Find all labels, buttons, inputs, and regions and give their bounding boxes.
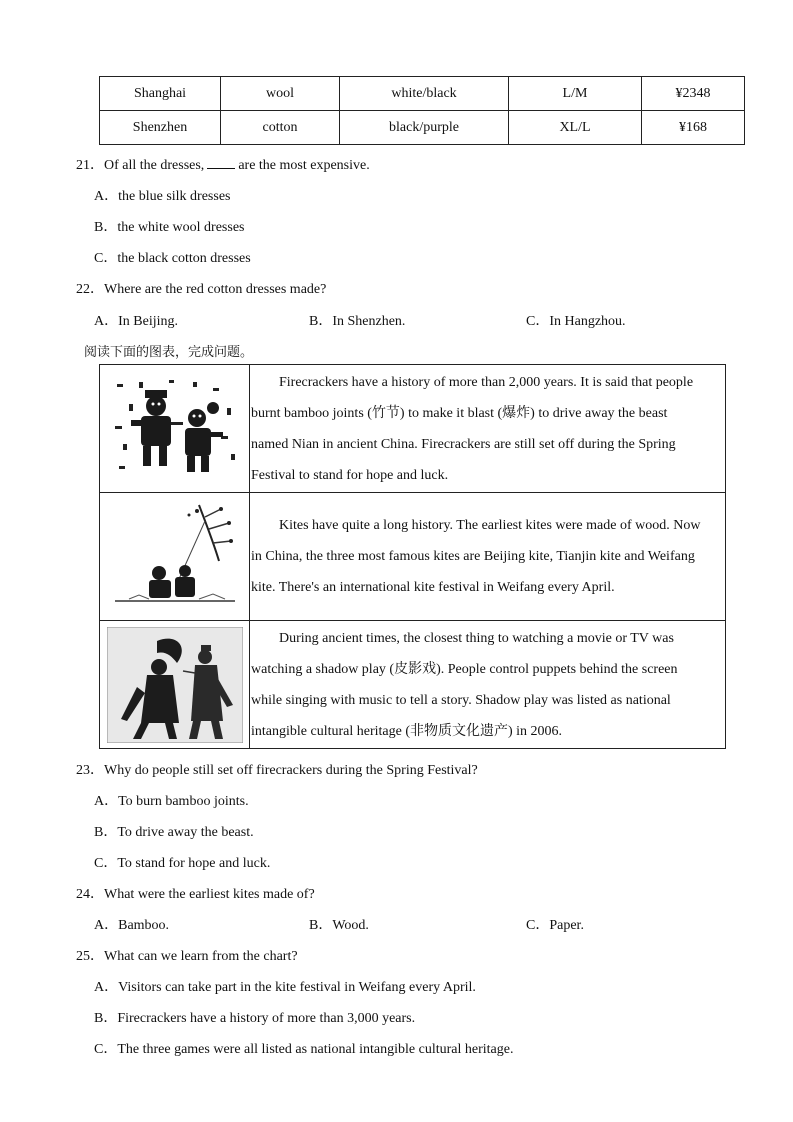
chart-text-cell	[250, 621, 726, 749]
option-24-a[interactable]: A．Bamboo.	[94, 918, 170, 933]
chart-image-cell	[100, 493, 250, 621]
text-line: kite. There's an international kite festival in Weifang every April.	[251, 580, 615, 595]
question-stem-end: are the most expensive.	[238, 158, 370, 173]
chart-row	[100, 621, 726, 749]
text-line: Festival to stand for hope and luck.	[251, 467, 449, 483]
option-22-a[interactable]: A．In Beijing.	[94, 314, 178, 329]
text-span: During ancient times, the closest thing to watching a movie or TV was	[279, 630, 674, 646]
chart-text-cell	[250, 365, 726, 493]
text-line	[251, 367, 721, 398]
chart-image-cell	[100, 621, 250, 749]
table-cell: cotton	[221, 111, 340, 145]
text-line: in China, the three most famous kites are Beijing kite, Tianjin kite and Weifang	[251, 549, 695, 564]
question-24: 24．What were the earliest kites made of?	[76, 887, 315, 902]
text-line: named Nian in ancient China. Firecrackers are still set off during the Spring	[251, 436, 676, 452]
option-21-b[interactable]: B．the white wool dresses	[94, 220, 245, 235]
question-21	[76, 154, 370, 174]
reading-chart	[99, 364, 726, 749]
option-25-b[interactable]: B．Firecrackers have a history of more than 3,000 years.	[94, 1011, 416, 1026]
table-cell: L/M	[509, 77, 642, 111]
option-23-b[interactable]: B．To drive away the beast.	[94, 825, 254, 840]
shadow-play-illustration	[107, 627, 243, 743]
question-25: 25．What can we learn from the chart?	[76, 949, 298, 964]
text-line	[251, 510, 721, 541]
table-cell: white/black	[340, 77, 509, 111]
text-line: watching a shadow play (皮影戏). People control puppets behind the screen	[251, 661, 678, 677]
text-line	[251, 623, 721, 654]
option-24-b[interactable]: B．Wood.	[309, 918, 369, 933]
chart-image-cell	[100, 365, 250, 493]
option-25-c[interactable]: C．The three games were all listed as national intangible cultural heritage.	[94, 1042, 514, 1057]
text-line: intangible cultural heritage (非物质文化遗产) in 2006.	[251, 723, 563, 739]
table-cell: Shanghai	[100, 77, 221, 111]
kite-illustration	[109, 501, 241, 613]
text-line: while singing with music to tell a story. Shadow play was listed as national	[251, 692, 671, 708]
text-span: Kites have quite a long history. The earliest kites were made of wood. Now	[279, 518, 701, 533]
option-21-c[interactable]: C．the black cotton dresses	[94, 251, 251, 266]
question-stem: 21．Of all the dresses,	[76, 158, 205, 173]
option-21-a[interactable]: A．the blue silk dresses	[94, 189, 231, 204]
question-23: 23．Why do people still set off firecrackers during the Spring Festival?	[76, 763, 478, 778]
chart-row	[100, 493, 726, 621]
option-22-b[interactable]: B．In Shenzhen.	[309, 314, 406, 329]
table-cell: XL/L	[509, 111, 642, 145]
text-span: Firecrackers have a history of more than 2,000 years. It is said that people	[279, 374, 694, 390]
option-24-c[interactable]: C．Paper.	[526, 918, 584, 933]
table-row	[100, 77, 745, 111]
table-row	[100, 111, 745, 145]
option-23-a[interactable]: A．To burn bamboo joints.	[94, 794, 249, 809]
table-cell: Shenzhen	[100, 111, 221, 145]
table-cell: wool	[221, 77, 340, 111]
option-25-a[interactable]: A．Visitors can take part in the kite festival in Weifang every April.	[94, 980, 476, 995]
dress-table	[99, 76, 745, 145]
chart-text-cell	[250, 493, 726, 621]
reading-instruction: 阅读下面的图表，完成问题。	[84, 345, 254, 360]
firecracker-illustration	[109, 374, 241, 484]
question-22: 22．Where are the red cotton dresses made?	[76, 282, 327, 297]
chart-row	[100, 365, 726, 493]
option-23-c[interactable]: C．To stand for hope and luck.	[94, 856, 271, 871]
table-cell: ¥2348	[642, 77, 745, 111]
text-line: burnt bamboo joints (竹节) to make it blast (爆炸) to drive away the beast	[251, 405, 668, 421]
answer-blank	[207, 156, 235, 169]
option-22-c[interactable]: C．In Hangzhou.	[526, 314, 626, 329]
table-cell: black/purple	[340, 111, 509, 145]
table-cell: ¥168	[642, 111, 745, 145]
